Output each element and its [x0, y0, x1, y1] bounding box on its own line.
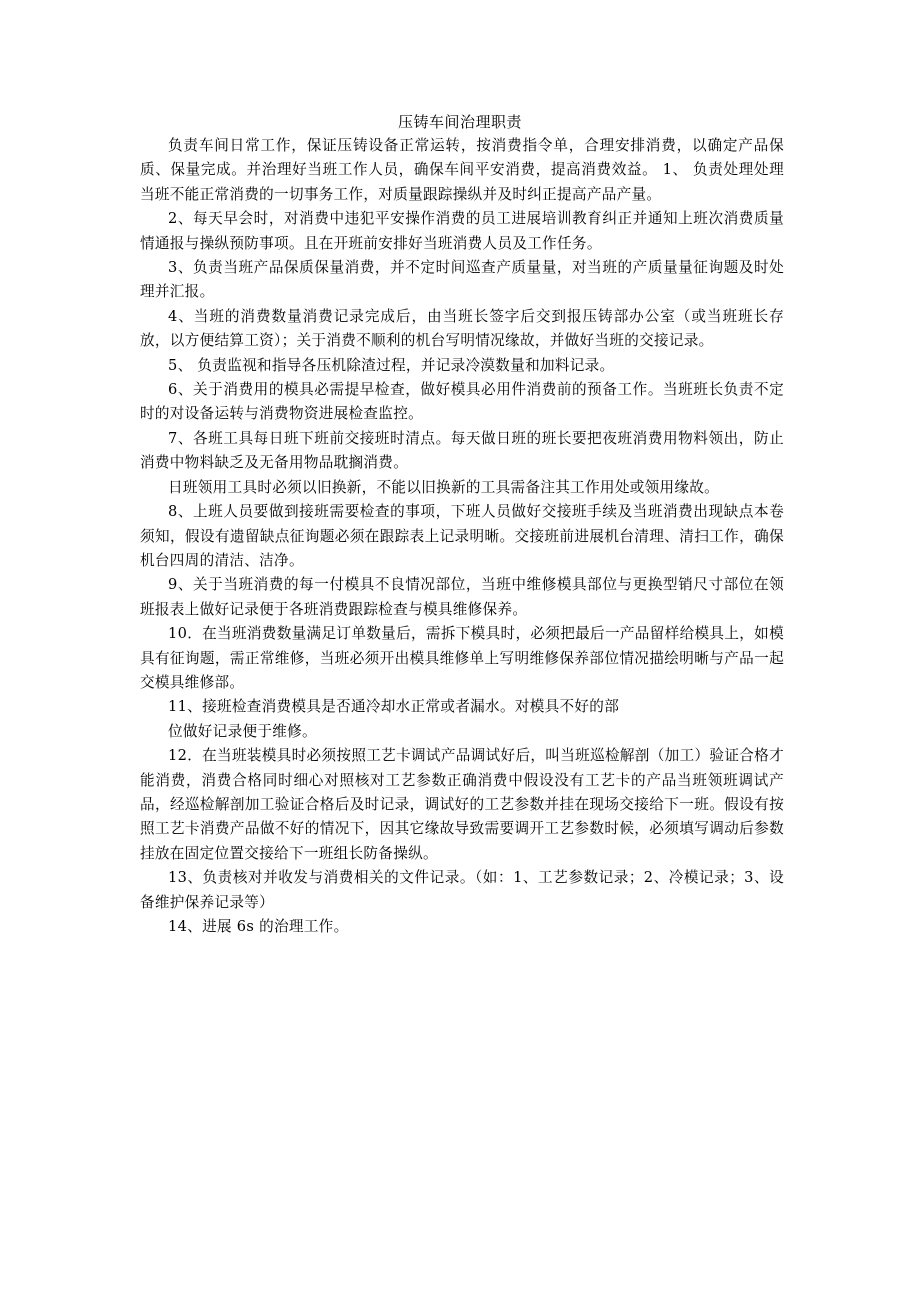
paragraph-4: 4、当班的消费数量消费记录完成后，由当班长签字后交到报压铸部办公室（或当班班长存放，以方便结算工资）；关于消费不顺利的机台写明情况缘故，并做好当班的交接记录。 — [140, 307, 784, 350]
document-title: 压铸车间治理职责 — [397, 113, 522, 131]
paragraph-5: 5、 负责监视和指导各压机除渣过程，并记录冷漠数量和加料记录。 — [168, 356, 615, 374]
paragraph-9: 9、关于当班消费的每一付模具不良情况部位，当班中维修模具部位与更换型销尺寸部位在领班报表上做好记录便于各班消费跟踪检查与模具维修保养。 — [140, 576, 784, 618]
paragraph-3: 3、负责当班产品保质保量消费，并不定时间巡查产质量量，对当班的产质量量征询题及时处理并汇报。 — [140, 259, 784, 301]
paragraph-12: 12．在当班装模具时必须按照工艺卡调试产品调试好后，叫当班巡检解剖（加工）验证合格才能消费，消费合格同时细心对照核对工艺参数正确消费中假设没有工艺卡的产品当班领班调试产品，经巡检解剖加工验证合格后及时记录，调试好的工艺参数并挂在现场交接给下一班。假设有按照工艺卡消费产品做不好的情况下，因其它缘故导致需要调开工艺参数时候，必须填写调动后参数挂放在固定位置交接给下一班组长防备操纵。 — [140, 747, 784, 862]
paragraph-14: 14、进展 6s 的治理工作。 — [168, 918, 349, 935]
paragraph-13: 13、负责核对并收发与消费相关的文件记录。（如：1、工艺参数记录；2、冷模记录；3、设备维护保养记录等） — [140, 869, 784, 911]
document-body — [140, 134, 784, 939]
paragraph-8: 8、上班人员要做到接班需要检查的事项，下班人员做好交接班手续及当班消费出现缺点本卷须知，假设有遗留缺点征询题必须在跟踪表上记录明晰。交接班前进展机台清理、清扫工作，确保机台四周的清洁、洁净。 — [140, 503, 784, 569]
paragraph-2: 2、每天早会时，对消费中违犯平安操作消费的员工进展培训教育纠正并通知上班次消费质量情通报与操纵预防事项。且在开班前安排好当班消费人员及工作任务。 — [140, 210, 784, 252]
paragraph-11-cont: 位做好记录便于维修。 — [168, 722, 317, 740]
paragraph-7: 7、各班工具每日班下班前交接班时清点。每天做日班的班长要把夜班消费用物料领出，防止消费中物料缺乏及无备用物品耽搁消费。 — [140, 429, 784, 472]
paragraph-11: 11、接班检查消费模具是否通冷却水正常或者漏水。对模具不好的部 — [168, 698, 620, 716]
paragraph-7-note: 日班领用工具时必须以旧换新，不能以旧换新的工具需备注其工作用处或领用缘故。 — [168, 478, 720, 496]
paragraph-10: 10．在当班消费数量满足订单数量后，需拆下模具时，必须把最后一产品留样给模具上，如模具有征询题，需正常维修，当班必须开出模具维修单上写明维修保养部位情况描绘明晰与产品一起交模具维修部。 — [140, 625, 784, 691]
paragraph-6: 6、关于消费用的模具必需提早检查，做好模具必用件消费前的预备工作。当班班长负责不定时的对设备运转与消费物资进展检查监控。 — [140, 381, 784, 423]
paragraph-intro: 负责车间日常工作，保证压铸设备正常运转，按消费指令单，合理安排消费，以确定产品保质、保量完成。并治理好当班工作人员，确保车间平安消费，提高消费效益。 1、 负责处理处理当班不能正常消费的一切事务工作，对质量跟踪操纵并及时纠正提高产品产量。 — [140, 137, 784, 203]
